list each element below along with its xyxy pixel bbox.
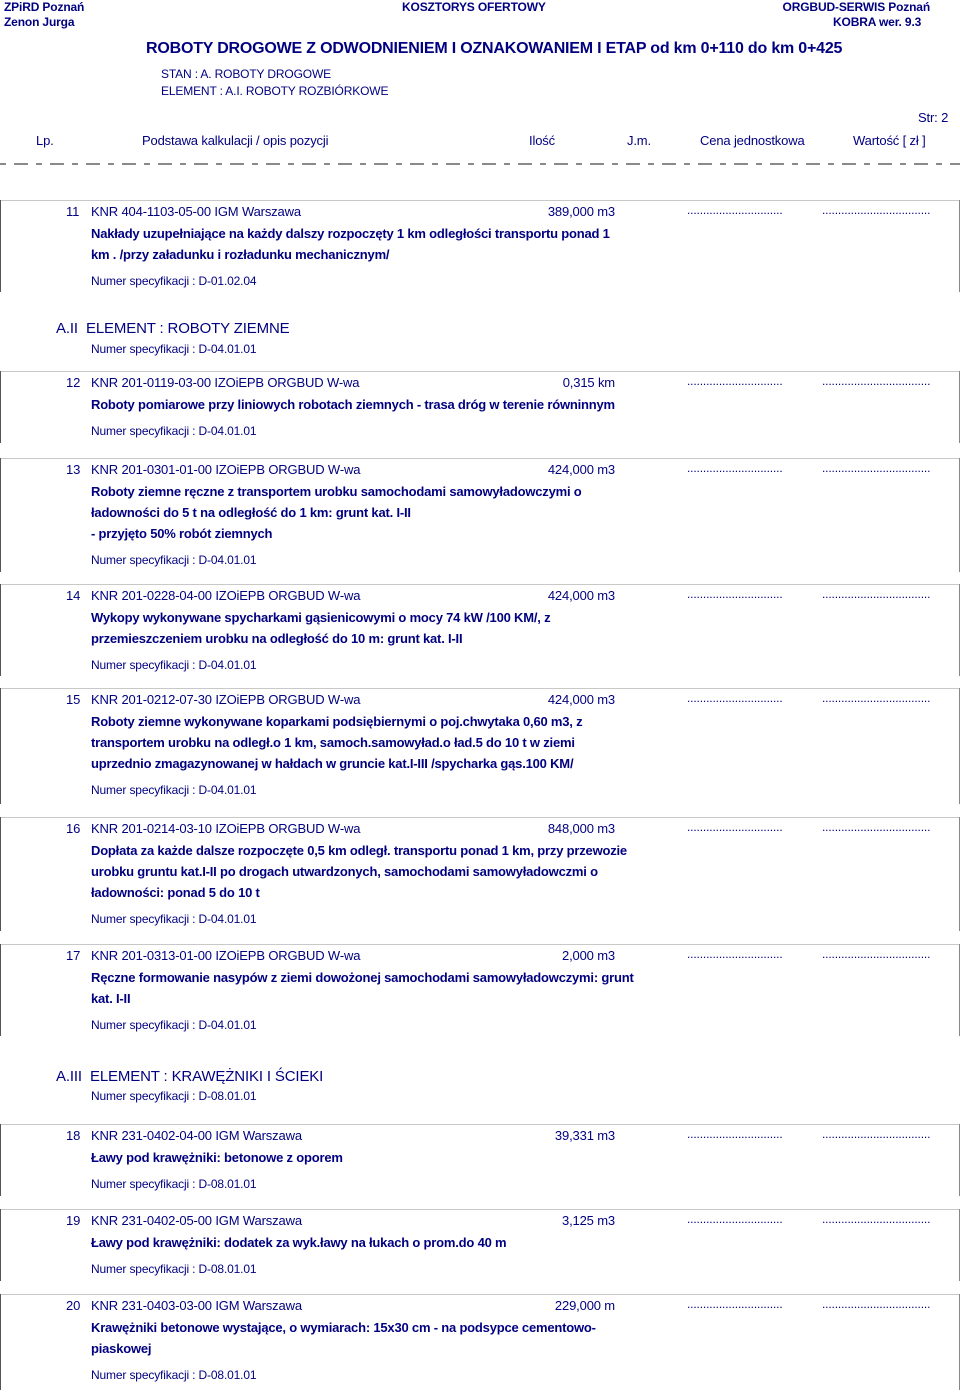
row-left-border — [0, 688, 1, 804]
value-placeholder: .................................. — [822, 1212, 931, 1226]
value-placeholder: .................................. — [822, 1127, 931, 1141]
item-basis: KNR 231-0403-03-00 IGM Warszawa — [91, 1298, 302, 1313]
description-line: Krawężniki betonowe wystające, o wymiarach: 15x30 cm - na podsypce cementowo- — [91, 1320, 596, 1335]
cost-item-row — [0, 458, 960, 580]
unit-price-placeholder: .............................. — [687, 461, 783, 475]
item-number: 13 — [66, 462, 81, 477]
description-line: piaskowej — [91, 1341, 152, 1356]
item-basis: KNR 231-0402-05-00 IGM Warszawa — [91, 1213, 302, 1228]
row-left-border — [0, 1209, 1, 1281]
item-spec-number: Numer specyfikacji : D-04.01.01 — [91, 1018, 257, 1032]
description-line: Ławy pod krawężniki: dodatek za wyk.ławy na łukach o prom.do 40 m — [91, 1235, 507, 1250]
unit-price-placeholder: .............................. — [687, 820, 783, 834]
description-line: Ręczne formowanie nasypów z ziemi dowożonej samochodami samowyładowczymi: grunt — [91, 970, 634, 985]
row-left-border — [0, 200, 1, 292]
page-number: Str: 2 — [918, 110, 949, 125]
item-number: 19 — [66, 1213, 81, 1228]
document-type: KOSZTORYS OFERTOWY — [402, 0, 546, 14]
description-line: transportem urobku na odległ.o 1 km, samoch.samowyład.o ład.5 do 10 t w ziemi — [91, 735, 575, 750]
value-placeholder: .................................. — [822, 691, 931, 705]
unit-price-placeholder: .............................. — [687, 1297, 783, 1311]
row-separator — [0, 817, 960, 818]
row-separator — [0, 584, 960, 585]
item-quantity: 389,000 m3 — [547, 204, 615, 219]
row-separator — [0, 688, 960, 689]
document-title: ROBOTY DROGOWE Z ODWODNIENIEM I OZNAKOWANIEM I ETAP od km 0+110 do km 0+425 — [146, 40, 843, 57]
company-name: ZPiRD Poznań — [4, 0, 85, 14]
section-code: A.II — [56, 320, 78, 337]
item-description — [91, 840, 651, 903]
col-basis: Podstawa kalkulacji / opis pozycji — [142, 133, 329, 148]
row-left-border — [0, 584, 1, 676]
description-line: Nakłady uzupełniające na każdy dalszy rozpoczęty 1 km odległości transportu ponad 1 — [91, 226, 610, 241]
item-quantity: 848,000 m3 — [547, 821, 615, 836]
item-basis: KNR 201-0212-07-30 IZOiEPB ORGBUD W-wa — [91, 692, 361, 707]
author-name: Zenon Jurga — [4, 15, 75, 29]
cost-item-row — [0, 944, 960, 1044]
row-separator — [0, 371, 960, 372]
item-number: 16 — [66, 821, 81, 836]
cost-item-row — [0, 371, 960, 451]
cost-item-row — [0, 584, 960, 684]
item-number: 18 — [66, 1128, 81, 1143]
value-placeholder: .................................. — [822, 374, 931, 388]
row-left-border — [0, 458, 1, 572]
value-placeholder: .................................. — [822, 587, 931, 601]
description-line: uprzednio zmagazynowanej w hałdach w gruncie kat.I-III /spycharka gąs.100 KM/ — [91, 756, 574, 771]
value-placeholder: .................................. — [822, 461, 931, 475]
description-line: Roboty pomiarowe przy liniowych robotach ziemnych - trasa dróg w terenie równinnym — [91, 397, 615, 412]
item-description — [91, 1147, 651, 1168]
description-line: ładowności do 5 t na odległość do 1 km: grunt kat. I-II — [91, 505, 411, 520]
description-line: - przyjęto 50% robót ziemnych — [91, 526, 273, 541]
unit-price-placeholder: .............................. — [687, 691, 783, 705]
item-number: 20 — [66, 1298, 81, 1313]
software-version: KOBRA wer. 9.3 — [833, 15, 922, 29]
item-basis: KNR 201-0301-01-00 IZOiEPB ORGBUD W-wa — [91, 462, 361, 477]
item-basis: KNR 231-0402-04-00 IGM Warszawa — [91, 1128, 302, 1143]
col-unit-price: Cena jednostkowa — [700, 133, 805, 148]
item-description — [91, 481, 651, 544]
item-description — [91, 711, 651, 774]
row-left-border — [0, 944, 1, 1036]
row-separator — [0, 1124, 960, 1125]
unit-price-placeholder: .............................. — [687, 587, 783, 601]
item-basis: KNR 201-0228-04-00 IZOiEPB ORGBUD W-wa — [91, 588, 361, 603]
item-spec-number: Numer specyfikacji : D-04.01.01 — [91, 912, 257, 926]
description-line: km . /przy załadunku i rozładunku mechanicznym/ — [91, 247, 390, 262]
description-line: przemieszczeniem urobku na odległość do 10 m: grunt kat. I-II — [91, 631, 463, 646]
description-line: Dopłata za każde dalsze rozpoczęte 0,5 km odległ. transportu ponad 1 km, przy przewozie — [91, 843, 627, 858]
unit-price-placeholder: .............................. — [687, 1212, 783, 1226]
header-separator — [0, 163, 960, 165]
item-quantity: 424,000 m3 — [547, 588, 615, 603]
item-number: 12 — [66, 375, 81, 390]
description-line: kat. I-II — [91, 991, 131, 1006]
col-lp: Lp. — [36, 133, 54, 148]
item-spec-number: Numer specyfikacji : D-04.01.01 — [91, 783, 257, 797]
unit-price-placeholder: .............................. — [687, 1127, 783, 1141]
unit-price-placeholder: .............................. — [687, 203, 783, 217]
item-description — [91, 607, 651, 649]
col-qty: Ilość — [529, 133, 555, 148]
item-quantity: 2,000 m3 — [561, 948, 615, 963]
description-line: Roboty ziemne ręczne z transportem urobku samochodami samowyładowczymi o — [91, 484, 582, 499]
cost-item-row — [0, 688, 960, 812]
unit-price-placeholder: .............................. — [687, 374, 783, 388]
item-quantity: 3,125 m3 — [561, 1213, 615, 1228]
item-quantity: 424,000 m3 — [547, 692, 615, 707]
row-left-border — [0, 1124, 1, 1196]
item-spec-number: Numer specyfikacji : D-04.01.01 — [91, 658, 257, 672]
row-left-border — [0, 1294, 1, 1390]
item-description — [91, 1317, 651, 1359]
item-basis: KNR 201-0214-03-10 IZOiEPB ORGBUD W-wa — [91, 821, 361, 836]
item-spec-number: Numer specyfikacji : D-04.01.01 — [91, 424, 257, 438]
item-basis: KNR 201-0313-01-00 IZOiEPB ORGBUD W-wa — [91, 948, 361, 963]
value-placeholder: .................................. — [822, 203, 931, 217]
unit-price-placeholder: .............................. — [687, 947, 783, 961]
item-spec-number: Numer specyfikacji : D-04.01.01 — [91, 553, 257, 567]
row-separator — [0, 458, 960, 459]
section-label: ELEMENT : KRAWĘŻNIKI I ŚCIEKI — [89, 1068, 324, 1085]
cost-item-row — [0, 200, 960, 300]
value-placeholder: .................................. — [822, 947, 931, 961]
item-description — [91, 967, 651, 1009]
item-quantity: 39,331 m3 — [554, 1128, 615, 1143]
item-number: 15 — [66, 692, 81, 707]
value-placeholder: .................................. — [822, 820, 931, 834]
item-quantity: 229,000 m — [554, 1298, 615, 1313]
row-separator — [0, 1294, 960, 1295]
cost-item-row — [0, 1294, 960, 1398]
item-spec-number: Numer specyfikacji : D-08.01.01 — [91, 1177, 257, 1191]
software-vendor: ORGBUD-SERWIS Poznań — [782, 0, 930, 14]
description-line: Roboty ziemne wykonywane koparkami podsiębiernymi o poj.chwytaka 0,60 m3, z — [91, 714, 583, 729]
description-line: urobku gruntu kat.I-II po drogach utwardzonych, samochodami samowyładowczmi o — [91, 864, 598, 879]
col-unit: J.m. — [627, 133, 651, 148]
element-label: ELEMENT : A.I. ROBOTY ROZBIÓRKOWE — [161, 84, 389, 98]
section-spec: Numer specyfikacji : D-08.01.01 — [91, 1089, 257, 1103]
description-line: Wykopy wykonywane spycharkami gąsienicowymi o mocy 74 kW /100 KM/, z — [91, 610, 551, 625]
cost-item-row — [0, 1209, 960, 1289]
row-left-border — [0, 371, 1, 443]
section-label: ELEMENT : ROBOTY ZIEMNE — [85, 320, 290, 337]
item-spec-number: Numer specyfikacji : D-08.01.01 — [91, 1262, 257, 1276]
item-description — [91, 1232, 651, 1253]
cost-item-row — [0, 817, 960, 939]
item-description — [91, 394, 651, 415]
item-spec-number: Numer specyfikacji : D-08.01.01 — [91, 1368, 257, 1382]
section-code: A.III — [56, 1068, 82, 1085]
item-basis: KNR 201-0119-03-00 IZOiEPB ORGBUD W-wa — [91, 375, 360, 390]
row-left-border — [0, 817, 1, 931]
item-quantity: 424,000 m3 — [547, 462, 615, 477]
cost-item-row — [0, 1124, 960, 1204]
item-description — [91, 223, 651, 265]
section-heading — [56, 1068, 323, 1085]
item-number: 17 — [66, 948, 81, 963]
section-heading — [56, 320, 290, 337]
row-separator — [0, 944, 960, 945]
item-number: 11 — [66, 204, 80, 219]
value-placeholder: .................................. — [822, 1297, 931, 1311]
stan-label: STAN : A. ROBOTY DROGOWE — [161, 67, 331, 81]
row-separator — [0, 200, 960, 201]
description-line: Ławy pod krawężniki: betonowe z oporem — [91, 1150, 343, 1165]
item-number: 14 — [66, 588, 81, 603]
section-spec: Numer specyfikacji : D-04.01.01 — [91, 342, 257, 356]
item-quantity: 0,315 km — [562, 375, 615, 390]
col-value: Wartość [ zł ] — [853, 133, 926, 148]
item-basis: KNR 404-1103-05-00 IGM Warszawa — [91, 204, 301, 219]
row-separator — [0, 1209, 960, 1210]
description-line: ładowności: ponad 5 do 10 t — [91, 885, 260, 900]
item-spec-number: Numer specyfikacji : D-01.02.04 — [91, 274, 257, 288]
